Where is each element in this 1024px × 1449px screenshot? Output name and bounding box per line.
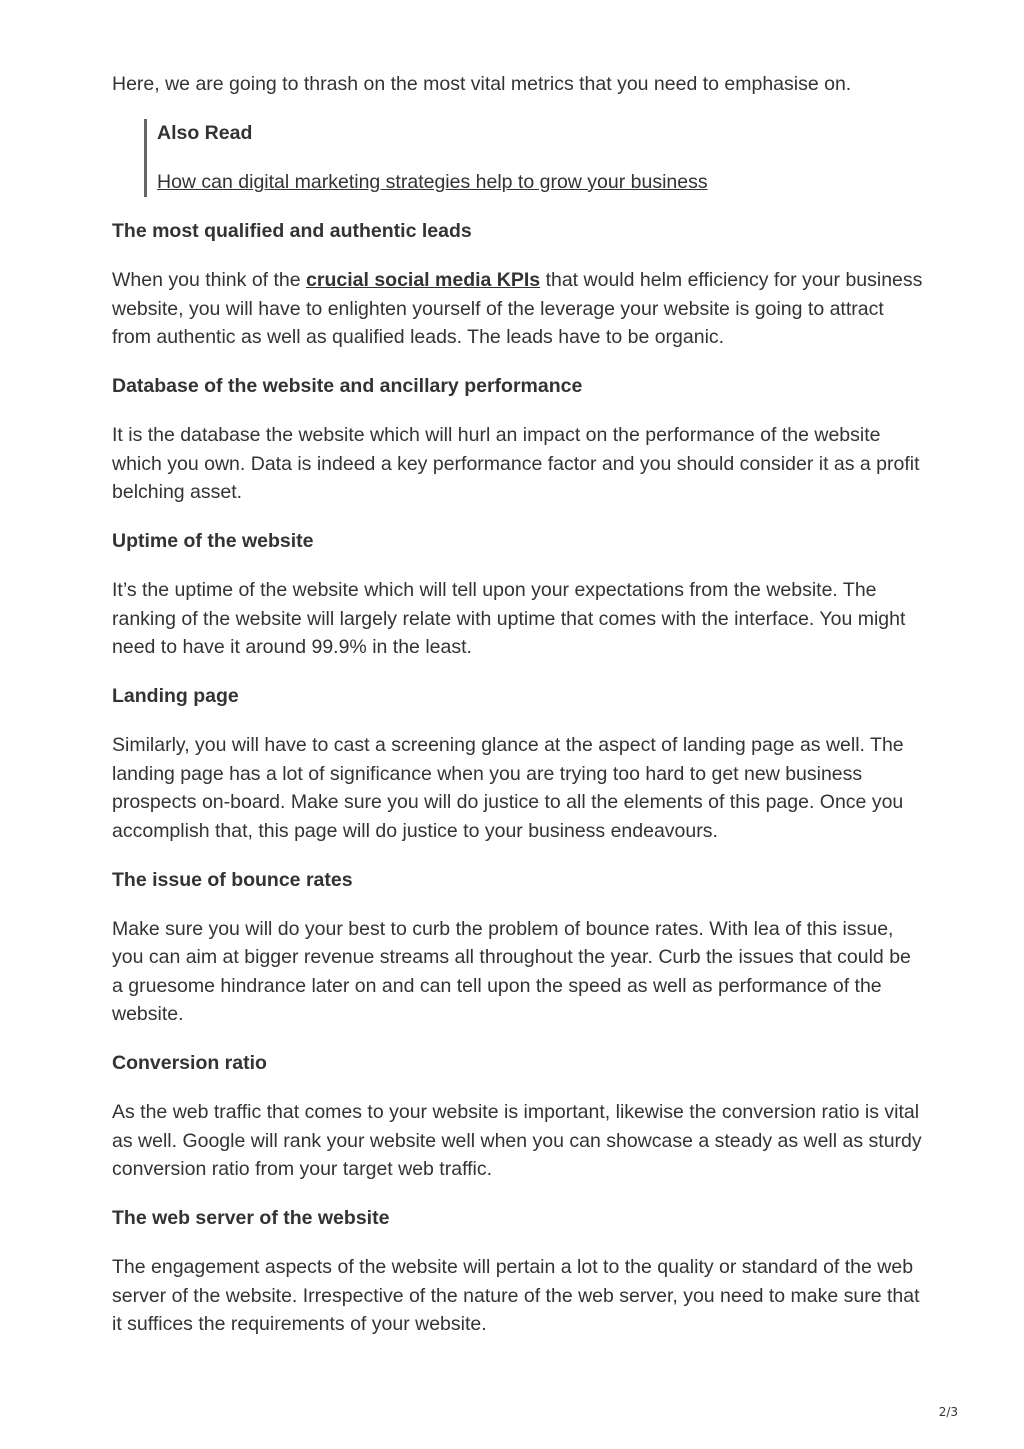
also-read-link[interactable]: How can digital marketing strategies help to grow your business <box>157 171 708 193</box>
page-number: 2/3 <box>938 1405 958 1419</box>
also-read-box <box>144 119 927 197</box>
section-body-conversion: As the web traffic that comes to your website is important, likewise the conversion ratio is vital as well. Google will rank your website well when you can showcase a steady as well as sturdy conversion ratio from your target web traffic. <box>112 1101 922 1180</box>
section-body-landing-page: Similarly, you will have to cast a screening glance at the aspect of landing page as well. The landing page has a lot of significance when you are trying too hard to get new business prospects on-board. Make sure you will do justice to all the elements of this page. Once you accomplish that, this page will do justice to your business endeavours. <box>112 734 904 842</box>
section-heading-database: Database of the website and ancillary performance <box>112 375 583 397</box>
section-heading-bounce-rates: The issue of bounce rates <box>112 868 353 891</box>
section-heading-landing-page: Landing page <box>112 685 239 707</box>
leads-text-before: When you think of the <box>112 269 307 291</box>
intro-paragraph: Here, we are going to thrash on the most vital metrics that you need to emphasise on. <box>112 73 852 95</box>
section-body-uptime: It’s the uptime of the website which will tell upon your expectations from the website. The ranking of the website will largely relate with uptime that comes with the interface. You might need to have it around 99.9% in the least. <box>112 579 906 658</box>
section-body-database: It is the database the website which will hurl an impact on the performance of the website which you own. Data is indeed a key performance factor and you should consider it as a profit belching asset. <box>112 424 920 503</box>
section-body-web-server: The engagement aspects of the website will pertain a lot to the quality or standard of the web server of the website. Irrespective of the nature of the web server, you need to make sure that it suffices the requirements of your website. <box>112 1256 920 1335</box>
article-content <box>112 70 927 1359</box>
section-heading-leads: The most qualified and authentic leads <box>112 220 472 242</box>
section-heading-conversion: Conversion ratio <box>112 1052 267 1074</box>
kpi-link[interactable]: crucial social media KPIs <box>306 269 541 291</box>
leads-text-after: that would helm efficiency for your business website, you will have to enlighten yourself of the leverage your website is going to attract from authentic as well as qualified leads. The leads have to be organic. <box>112 269 923 348</box>
section-body-bounce-rates: Make sure you will do your best to curb the problem of bounce rates. With lea of this issue, you can aim at bigger revenue streams all throughout the year. Curb the issues that could be a gruesome hindrance later on and can tell upon the speed as well as performance of the website. <box>112 917 911 1025</box>
section-body-leads <box>112 266 927 352</box>
section-heading-uptime: Uptime of the website <box>112 530 314 552</box>
also-read-title: Also Read <box>157 122 253 144</box>
section-heading-web-server: The web server of the website <box>112 1207 390 1229</box>
